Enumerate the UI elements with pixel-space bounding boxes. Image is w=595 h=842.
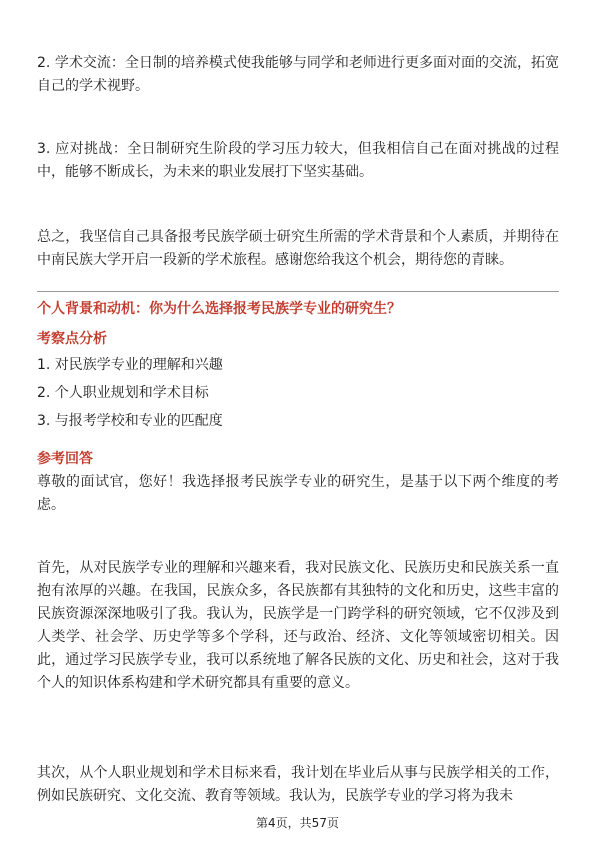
conclusion-paragraph: 总之，我坚信自己具备报考民族学硕士研究生所需的学术背景和个人素质，并期待在中南民族大学开启一段新的学术旅程。感谢您给我这个机会，期待您的青睐。 (37, 229, 559, 268)
answer-heading: 参考回答 (37, 451, 93, 467)
interview-question: 个人背景和动机：你为什么选择报考民族学专业的研究生？ (37, 301, 401, 317)
answer-paragraph: 其次，从个人职业规划和学术目标来看，我计划在毕业后从事与民族学相关的工作，例如民族研究、文化交流、教育等领域。我认为，民族学专业的学习将为我未 (37, 765, 559, 804)
point-facing-challenges: 3. 应对挑战：全日制研究生阶段的学习压力较大，但我相信自己在面对挑战的过程中，能够不断成长，为未来的职业发展打下坚实基础。 (37, 141, 559, 180)
analysis-point: 1. 对民族学专业的理解和兴趣 (37, 357, 223, 373)
point-academic-exchange: 2. 学术交流：全日制的培养模式使我能够与同学和老师进行更多面对面的交流，拓宽自己的学术视野。 (37, 55, 559, 94)
answer-paragraph: 尊敬的面试官，您好！我选择报考民族学专业的研究生，是基于以下两个维度的考虑。 (37, 474, 559, 513)
analysis-point: 3. 与报考学校和专业的匹配度 (37, 413, 223, 429)
analysis-heading: 考察点分析 (37, 331, 107, 347)
page-footer: 第4页，共57页 (256, 816, 339, 830)
answer-paragraph: 首先，从对民族学专业的理解和兴趣来看，我对民族文化、民族历史和民族关系一直抱有浓厚的兴趣。在我国，民族众多，各民族都有其独特的文化和历史，这些丰富的民族资源深深地吸引了我。我认为，民族学是一门跨学科的研究领域，它不仅涉及到人类学、社会学、历史学等多个学科，还与政治、经济、文化等领域密切相关。因此，通过学习民族学专业，我可以系统地了解各民族的文化、历史和社会，这对于我个人的知识体系构建和学术研究都具有重要的意义。 (37, 560, 559, 691)
analysis-point: 2. 个人职业规划和学术目标 (37, 385, 209, 401)
section-divider (37, 291, 559, 292)
